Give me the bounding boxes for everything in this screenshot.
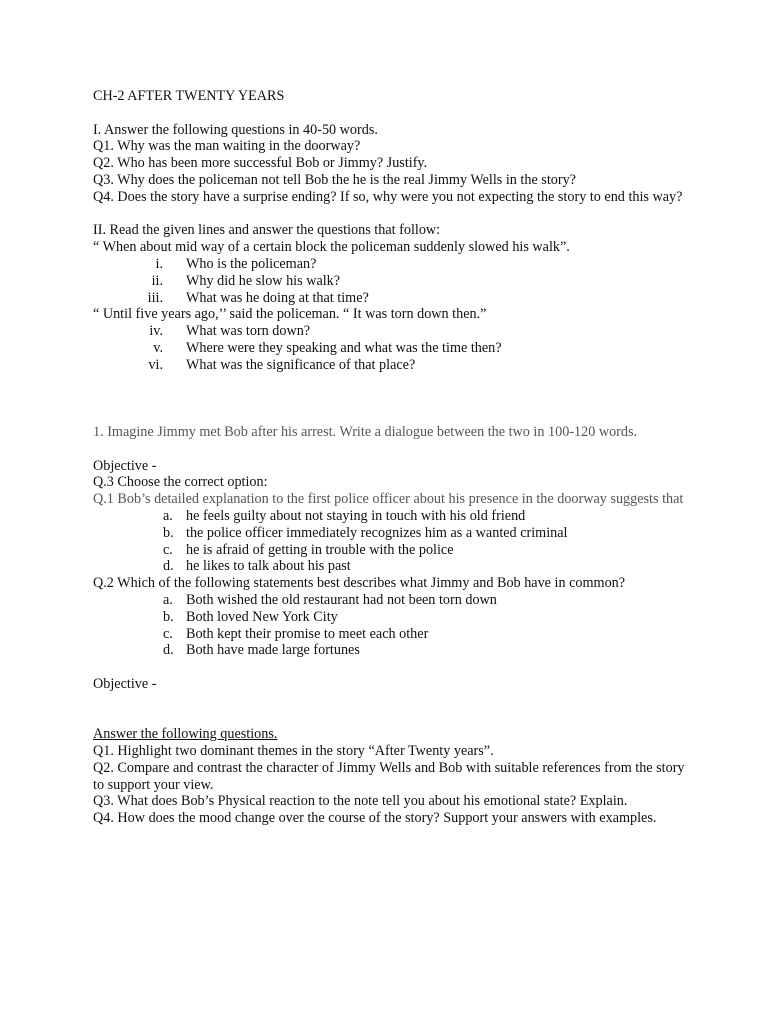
item-text: Where were they speaking and what was the time then? xyxy=(186,339,502,356)
option-letter: b. xyxy=(163,608,174,625)
item-text: Why did he slow his walk? xyxy=(186,272,341,289)
writing-task: 1. Imagine Jimmy met Bob after his arrest. Write a dialogue between the two in 100-120 words. xyxy=(93,423,638,440)
mcq-option xyxy=(93,609,693,626)
document-page xyxy=(93,88,693,827)
item-text: What was torn down? xyxy=(186,323,311,340)
option-text: Both wished the old restaurant had not been torn down xyxy=(186,591,497,608)
mcq-option xyxy=(93,558,693,575)
section2-heading: II. Read the given lines and answer the questions that follow: xyxy=(93,222,441,239)
objective-label: Objective - xyxy=(93,675,157,692)
chapter-title: CH-2 AFTER TWENTY YEARS xyxy=(93,88,285,104)
option-text: Both loved New York City xyxy=(186,608,338,625)
item-number: iv. xyxy=(149,323,163,340)
item-number: ii. xyxy=(151,272,163,289)
option-text: Both kept their promise to meet each other xyxy=(186,625,429,642)
section3-question: Q3. What does Bob’s Physical reaction to the note tell you about his emotional state? Explain. xyxy=(93,793,628,810)
item-text: What was the significance of that place? xyxy=(186,356,416,373)
extract-quote: “ When about mid way of a certain block the policeman suddenly slowed his walk”. xyxy=(93,239,570,256)
section1-question: Q3. Why does the policeman not tell Bob the he is the real Jimmy Wells in the story? xyxy=(93,171,576,188)
option-letter: d. xyxy=(163,642,174,659)
mcq-option xyxy=(93,592,693,609)
option-letter: a. xyxy=(163,591,173,608)
option-letter: c. xyxy=(163,541,173,558)
item-number: iii. xyxy=(147,289,163,306)
option-text: he likes to talk about his past xyxy=(186,558,351,575)
section1-question: Q4. Does the story have a surprise ending? If so, why were you not expecting the story to end this way? xyxy=(93,188,683,205)
section1-heading: I. Answer the following questions in 40-50 words. xyxy=(93,121,378,138)
option-letter: a. xyxy=(163,507,173,524)
extract-quote: “ Until five years ago,’’ said the policeman. “ It was torn down then.” xyxy=(93,306,487,323)
option-text: Both have made large fortunes xyxy=(186,642,360,659)
item-text: Who is the policeman? xyxy=(186,255,317,272)
section3-heading-text: Answer the following questions. xyxy=(93,726,278,743)
item-number: vi. xyxy=(148,356,163,373)
extract-question xyxy=(93,256,693,273)
section3-question: Q4. How does the mood change over the course of the story? Support your answers with examples. xyxy=(93,810,657,827)
extract-question xyxy=(93,340,693,357)
item-number: v. xyxy=(153,339,163,356)
mcq-question-stem: Q.1 Bob’s detailed explanation to the first police officer about his presence in the doorway suggests that xyxy=(93,491,684,508)
mcq-question-stem: Q.2 Which of the following statements best describes what Jimmy and Bob have in common? xyxy=(93,575,626,592)
item-text: What was he doing at that time? xyxy=(186,289,369,306)
mcq-option xyxy=(93,642,693,659)
item-number: i. xyxy=(155,255,163,272)
section1-question: Q2. Who has been more successful Bob or Jimmy? Justify. xyxy=(93,155,428,172)
extract-question xyxy=(93,357,693,374)
extract-question xyxy=(93,273,693,290)
option-text: he feels guilty about not staying in touch with his old friend xyxy=(186,507,526,524)
objective-label: Objective - xyxy=(93,457,157,474)
section3-question: Q2. Compare and contrast the character of Jimmy Wells and Bob with suitable references from the story to support your view. xyxy=(93,759,685,793)
extract-question xyxy=(93,290,693,307)
mcq-option xyxy=(93,525,693,542)
option-letter: c. xyxy=(163,625,173,642)
mcq-instruction: Q.3 Choose the correct option: xyxy=(93,474,268,491)
option-letter: b. xyxy=(163,524,174,541)
mcq-option xyxy=(93,542,693,559)
mcq-option xyxy=(93,626,693,643)
section3-question: Q1. Highlight two dominant themes in the story “After Twenty years”. xyxy=(93,743,494,760)
option-text: the police officer immediately recognizes him as a wanted criminal xyxy=(186,524,568,541)
extract-question xyxy=(93,323,693,340)
mcq-option xyxy=(93,508,693,525)
section3-heading xyxy=(93,726,693,743)
section1-question: Q1. Why was the man waiting in the doorway? xyxy=(93,138,361,155)
option-text: he is afraid of getting in trouble with the police xyxy=(186,541,454,558)
option-letter: d. xyxy=(163,558,174,575)
